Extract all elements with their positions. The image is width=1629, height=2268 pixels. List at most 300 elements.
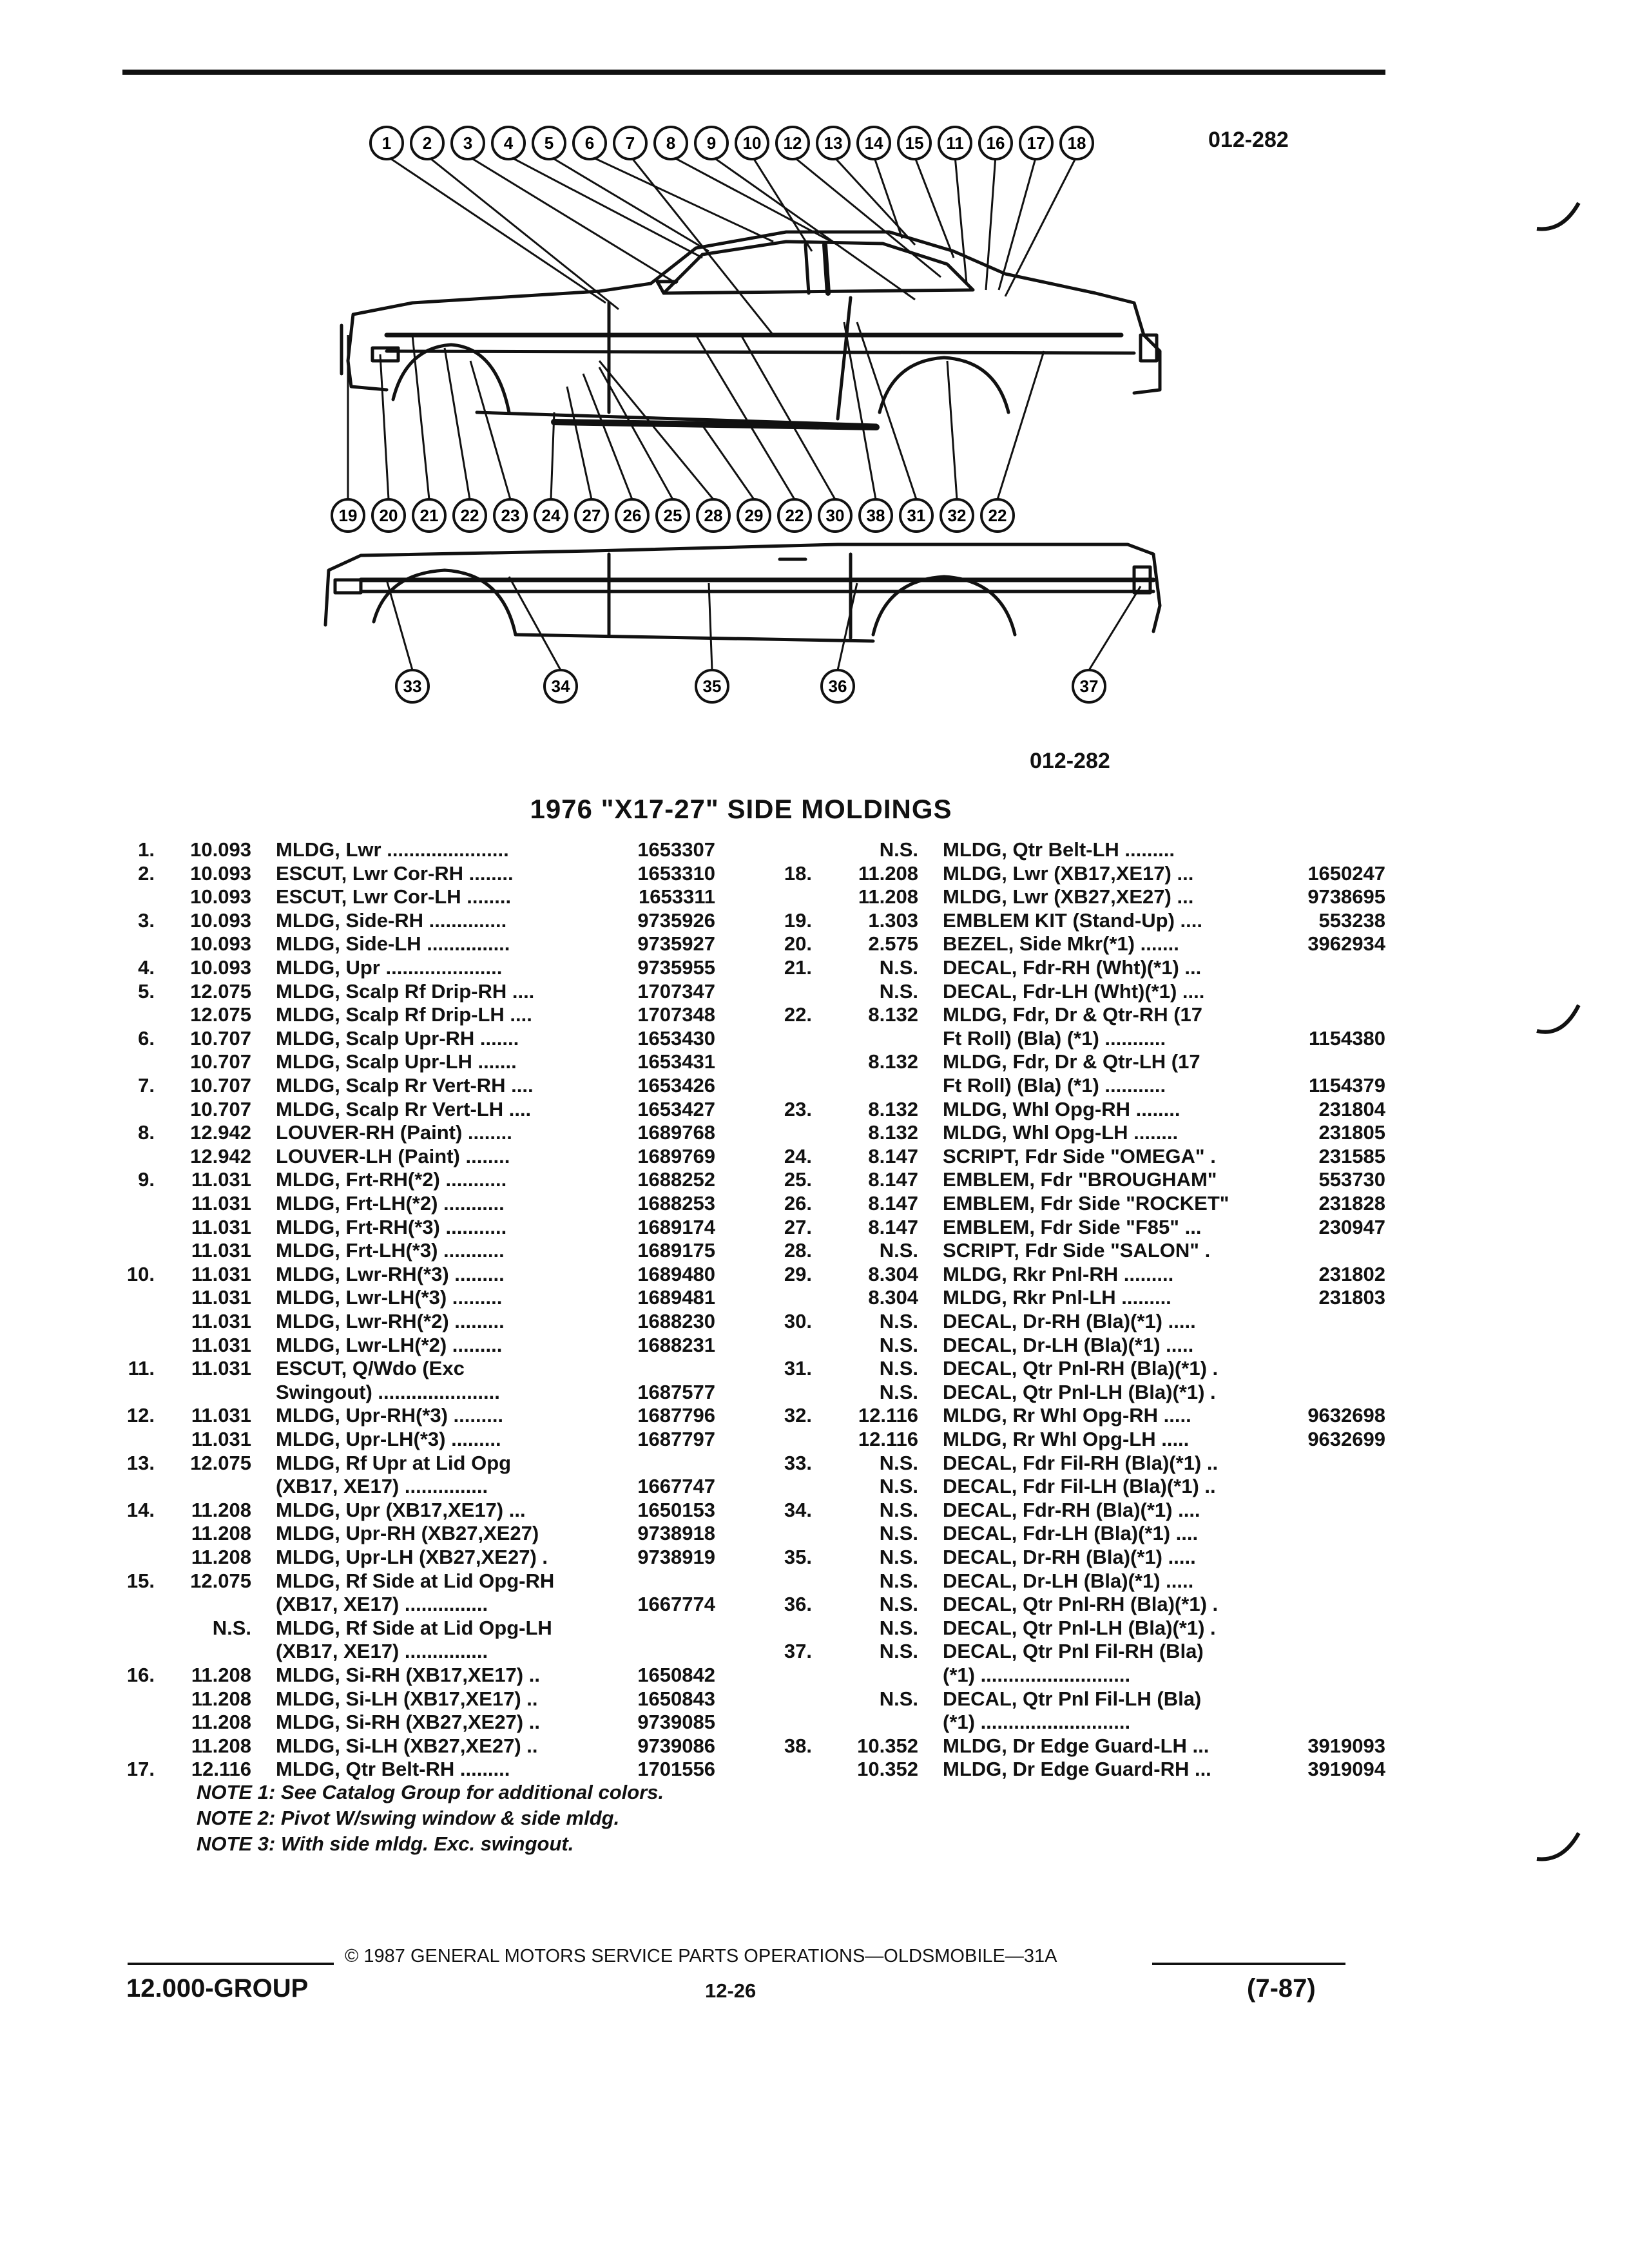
part-number: 9738695 bbox=[1307, 885, 1385, 908]
group-number: 8.132 bbox=[868, 1097, 918, 1120]
part-description: MLDG, Lwr (XB27,XE27) ... bbox=[943, 885, 1194, 908]
part-description: MLDG, Si-RH (XB17,XE17) .. bbox=[276, 1664, 540, 1686]
callout-label: 11 bbox=[946, 133, 964, 153]
part-number: 1653430 bbox=[637, 1026, 715, 1050]
part-description: MLDG, Upr-RH(*3) ......... bbox=[276, 1404, 504, 1427]
group-number: N.S. bbox=[212, 1616, 251, 1639]
part-description: ESCUT, Lwr Cor-RH ........ bbox=[276, 861, 514, 885]
item-number: 8. bbox=[138, 1121, 155, 1144]
callout-11 bbox=[939, 127, 971, 159]
group-number: 11.208 bbox=[191, 1687, 251, 1710]
item-number: 29. bbox=[784, 1262, 812, 1285]
part-row bbox=[0, 1403, 1629, 1427]
group-number: 10.093 bbox=[190, 908, 251, 932]
part-number: 3962934 bbox=[1307, 932, 1385, 956]
callout-label: 9 bbox=[706, 133, 717, 153]
part-description: MLDG, Frt-RH(*3) ........... bbox=[276, 1215, 507, 1238]
part-description: Ft Roll) (Bla) (*1) ........... bbox=[943, 1026, 1166, 1050]
part-description: DECAL, Dr-RH (Bla)(*1) ..... bbox=[943, 1546, 1196, 1568]
group-number: 10.707 bbox=[190, 1097, 251, 1120]
item-number: 31. bbox=[784, 1357, 812, 1380]
part-number: 1653311 bbox=[639, 885, 715, 908]
callout-1 bbox=[371, 127, 403, 159]
callout-label: 16 bbox=[986, 133, 1005, 153]
item-number: 1. bbox=[138, 838, 155, 861]
part-description: DECAL, Qtr Pnl Fil-LH (Bla) bbox=[943, 1687, 1202, 1710]
callout-37 bbox=[1073, 670, 1105, 702]
callout-label: 6 bbox=[584, 133, 595, 153]
group-number: 10.093 bbox=[190, 932, 251, 956]
item-number: 27. bbox=[784, 1215, 812, 1238]
part-description: DECAL, Dr-LH (Bla)(*1) ..... bbox=[943, 1333, 1194, 1356]
part-description: SCRIPT, Fdr Side "SALON" . bbox=[943, 1239, 1211, 1262]
group-number: 8.147 bbox=[868, 1144, 918, 1168]
part-row bbox=[0, 1616, 1629, 1640]
item-number: 22. bbox=[784, 1003, 812, 1026]
part-description: EMBLEM KIT (Stand-Up) .... bbox=[943, 908, 1202, 932]
part-number: 1687577 bbox=[637, 1380, 715, 1403]
group-number: N.S. bbox=[879, 1310, 918, 1332]
group-number: 8.304 bbox=[868, 1286, 918, 1309]
notes bbox=[197, 1780, 664, 1857]
group-number: 12.942 bbox=[190, 1144, 251, 1168]
item-number: 21. bbox=[784, 956, 812, 979]
group-number: 12.116 bbox=[191, 1758, 251, 1781]
part-number: 1688252 bbox=[637, 1168, 715, 1191]
callout-label: 10 bbox=[742, 133, 762, 153]
callout-10 bbox=[736, 127, 768, 159]
part-description: MLDG, Qtr Belt-LH ......... bbox=[943, 838, 1175, 861]
callout-35 bbox=[696, 670, 728, 702]
callout-22 bbox=[454, 499, 486, 532]
item-number: 7. bbox=[138, 1074, 155, 1097]
callout-label: 14 bbox=[864, 133, 883, 153]
part-number: 231803 bbox=[1318, 1286, 1385, 1309]
item-number: 20. bbox=[784, 932, 812, 956]
callout-label: 34 bbox=[551, 677, 570, 696]
bottom-callouts bbox=[332, 499, 1014, 532]
group-number: 11.031 bbox=[191, 1428, 251, 1450]
item-number: 26. bbox=[784, 1192, 812, 1215]
group-number: 11.208 bbox=[191, 1664, 251, 1686]
part-description: MLDG, Rkr Pnl-RH ......... bbox=[943, 1262, 1174, 1285]
part-description: MLDG, Upr ..................... bbox=[276, 956, 503, 979]
part-description: MLDG, Upr (XB17,XE17) ... bbox=[276, 1498, 526, 1521]
group-number: 11.208 bbox=[191, 1522, 251, 1545]
callout-label: 1 bbox=[381, 133, 392, 153]
part-number: 1653426 bbox=[637, 1074, 715, 1097]
callout-21 bbox=[413, 499, 445, 532]
group-number: 10.093 bbox=[190, 885, 251, 908]
part-row bbox=[0, 1262, 1629, 1286]
callout-label: 33 bbox=[403, 677, 422, 696]
callout-label: 27 bbox=[582, 506, 601, 525]
part-row bbox=[0, 1215, 1629, 1239]
part-description: DECAL, Qtr Pnl-LH (Bla)(*1) . bbox=[943, 1616, 1216, 1639]
part-number: 9739086 bbox=[637, 1734, 715, 1757]
part-number: 1650842 bbox=[637, 1664, 715, 1686]
scan-mark-1 bbox=[1534, 193, 1585, 245]
callout-label: 2 bbox=[422, 133, 432, 153]
part-number: 3919093 bbox=[1307, 1734, 1385, 1757]
item-number: 33. bbox=[784, 1451, 812, 1474]
callout-label: 38 bbox=[866, 506, 885, 525]
group-number: 10.093 bbox=[190, 861, 251, 885]
part-number: 1650843 bbox=[637, 1687, 715, 1710]
group-number: N.S. bbox=[879, 1239, 918, 1262]
part-description: LOUVER-LH (Paint) ........ bbox=[276, 1144, 510, 1168]
callout-13 bbox=[817, 127, 849, 159]
item-number: 13. bbox=[126, 1451, 155, 1474]
callout-label: 20 bbox=[379, 506, 398, 525]
part-row bbox=[0, 1569, 1629, 1593]
part-number: 1687797 bbox=[637, 1428, 715, 1450]
part-description: MLDG, Whl Opg-RH ........ bbox=[943, 1097, 1181, 1120]
item-number: 24. bbox=[784, 1144, 812, 1168]
part-description: MLDG, Fdr, Dr & Qtr-RH (17 bbox=[943, 1003, 1203, 1026]
footer-page-number: 12-26 bbox=[705, 1979, 757, 2002]
part-description: ESCUT, Lwr Cor-LH ........ bbox=[276, 885, 512, 908]
part-number: 9632699 bbox=[1307, 1428, 1385, 1450]
part-row bbox=[0, 1757, 1629, 1781]
part-description: LOUVER-RH (Paint) ........ bbox=[276, 1121, 512, 1144]
callout-8 bbox=[655, 127, 687, 159]
group-number: 12.116 bbox=[858, 1428, 918, 1450]
callout-label: 12 bbox=[783, 133, 802, 153]
upper-car-drawing bbox=[342, 232, 1160, 427]
item-number: 10. bbox=[126, 1262, 155, 1285]
part-row bbox=[0, 1734, 1629, 1758]
item-number: 17. bbox=[126, 1758, 155, 1781]
part-description: MLDG, Frt-LH(*2) ........... bbox=[276, 1192, 505, 1215]
group-number: 11.031 bbox=[191, 1192, 251, 1215]
callout-label: 7 bbox=[625, 133, 635, 153]
part-number: 231585 bbox=[1318, 1144, 1385, 1168]
lower-callouts bbox=[396, 670, 1105, 702]
part-number: 1689769 bbox=[637, 1144, 715, 1168]
group-number: 8.147 bbox=[868, 1168, 918, 1191]
callout-34 bbox=[545, 670, 577, 702]
part-number: 1688231 bbox=[637, 1333, 715, 1356]
part-number: 553730 bbox=[1318, 1168, 1385, 1191]
part-row bbox=[0, 1498, 1629, 1522]
item-number: 25. bbox=[784, 1168, 812, 1191]
callout-14 bbox=[858, 127, 890, 159]
group-number: N.S. bbox=[879, 838, 918, 861]
callout-label: 19 bbox=[338, 506, 358, 525]
part-description: MLDG, Si-LH (XB27,XE27) .. bbox=[276, 1734, 538, 1757]
part-number: 231804 bbox=[1318, 1097, 1385, 1120]
part-description: MLDG, Side-RH .............. bbox=[276, 908, 507, 932]
part-description: (*1) ........................... bbox=[943, 1711, 1131, 1734]
callout-label: 13 bbox=[824, 133, 843, 153]
part-description: DECAL, Dr-RH (Bla)(*1) ..... bbox=[943, 1310, 1196, 1332]
group-number: 8.132 bbox=[868, 1003, 918, 1026]
part-description: DECAL, Dr-LH (Bla)(*1) ..... bbox=[943, 1569, 1194, 1592]
part-description: DECAL, Qtr Pnl-RH (Bla)(*1) . bbox=[943, 1593, 1219, 1616]
part-number: 1701556 bbox=[637, 1758, 715, 1781]
part-number: 1689768 bbox=[637, 1121, 715, 1144]
part-row bbox=[0, 1356, 1629, 1380]
group-number: 8.147 bbox=[868, 1192, 918, 1215]
part-number: 1689480 bbox=[637, 1262, 715, 1285]
part-row bbox=[0, 1521, 1629, 1545]
callout-3 bbox=[452, 127, 484, 159]
callout-25 bbox=[657, 499, 689, 532]
part-number: 231828 bbox=[1318, 1192, 1385, 1215]
callout-label: 31 bbox=[907, 506, 926, 525]
part-number: 9739085 bbox=[637, 1711, 715, 1734]
part-description: SCRIPT, Fdr Side "OMEGA" . bbox=[943, 1144, 1216, 1168]
group-number: 12.116 bbox=[858, 1404, 918, 1427]
part-description: DECAL, Fdr-LH (Bla)(*1) .... bbox=[943, 1522, 1199, 1545]
part-number: 1707348 bbox=[637, 1003, 715, 1026]
callout-18 bbox=[1061, 127, 1093, 159]
part-description: MLDG, Upr-RH (XB27,XE27) bbox=[276, 1522, 539, 1545]
callout-6 bbox=[574, 127, 606, 159]
item-number: 30. bbox=[784, 1310, 812, 1332]
part-description: MLDG, Qtr Belt-RH ......... bbox=[276, 1758, 510, 1781]
part-row bbox=[0, 838, 1629, 861]
callout-label: 28 bbox=[704, 506, 723, 525]
footer-group: 12.000-GROUP bbox=[126, 1974, 309, 2003]
group-number: 10.093 bbox=[190, 838, 251, 861]
group-number: 11.031 bbox=[191, 1333, 251, 1356]
part-number: 9735927 bbox=[637, 932, 715, 956]
part-description: MLDG, Rr Whl Opg-RH ..... bbox=[943, 1404, 1191, 1427]
item-number: 9. bbox=[138, 1168, 155, 1191]
footer-rule-right bbox=[1152, 1963, 1345, 1965]
group-number: N.S. bbox=[879, 1333, 918, 1356]
part-description: MLDG, Lwr-LH(*3) ......... bbox=[276, 1286, 503, 1309]
part-description: DECAL, Fdr Fil-LH (Bla)(*1) .. bbox=[943, 1475, 1216, 1498]
part-description: (XB17, XE17) ............... bbox=[276, 1640, 488, 1663]
group-number: 10.707 bbox=[190, 1026, 251, 1050]
group-number: 12.075 bbox=[190, 1003, 251, 1026]
group-number: 10.093 bbox=[190, 956, 251, 979]
group-number: 8.304 bbox=[868, 1262, 918, 1285]
group-number: 2.575 bbox=[868, 932, 918, 956]
part-number: 231805 bbox=[1318, 1121, 1385, 1144]
part-description: DECAL, Qtr Pnl-RH (Bla)(*1) . bbox=[943, 1357, 1219, 1380]
part-row bbox=[0, 1380, 1629, 1404]
part-number: 1650153 bbox=[637, 1498, 715, 1521]
top-callouts bbox=[371, 127, 1093, 159]
part-row bbox=[0, 1120, 1629, 1144]
part-description: MLDG, Lwr-RH(*3) ......... bbox=[276, 1262, 505, 1285]
item-number: 32. bbox=[784, 1404, 812, 1427]
part-number: 553238 bbox=[1318, 908, 1385, 932]
callout-label: 3 bbox=[463, 133, 473, 153]
item-number: 2. bbox=[138, 861, 155, 885]
scan-mark-3 bbox=[1534, 1823, 1585, 1875]
item-number: 12. bbox=[126, 1404, 155, 1427]
part-number: 230947 bbox=[1318, 1215, 1385, 1238]
callout-label: 22 bbox=[460, 506, 479, 525]
part-description: DECAL, Fdr-LH (Wht)(*1) .... bbox=[943, 979, 1205, 1003]
callout-label: 36 bbox=[828, 677, 847, 696]
page-title: 1976 "X17-27" SIDE MOLDINGS bbox=[530, 794, 952, 824]
callout-label: 4 bbox=[503, 133, 514, 153]
part-number: 1653431 bbox=[637, 1050, 715, 1073]
note-3: NOTE 3: With side mldg. Exc. swingout. bbox=[197, 1832, 574, 1855]
part-description: MLDG, Rr Whl Opg-LH ..... bbox=[943, 1428, 1190, 1450]
part-description: DECAL, Fdr-RH (Bla)(*1) .... bbox=[943, 1498, 1200, 1521]
part-description: (*1) ........................... bbox=[943, 1664, 1131, 1686]
callout-label: 8 bbox=[666, 133, 676, 153]
group-number: 12.075 bbox=[190, 979, 251, 1003]
callout-22 bbox=[778, 499, 811, 532]
callout-31 bbox=[900, 499, 932, 532]
group-number: 12.942 bbox=[190, 1121, 251, 1144]
part-description: (XB17, XE17) ............... bbox=[276, 1475, 488, 1498]
part-description: (XB17, XE17) ............... bbox=[276, 1593, 488, 1616]
part-description: MLDG, Lwr (XB17,XE17) ... bbox=[943, 861, 1194, 885]
note-1: NOTE 1: See Catalog Group for additional colors. bbox=[197, 1781, 664, 1803]
group-number: N.S. bbox=[879, 1687, 918, 1710]
part-row bbox=[0, 1168, 1629, 1191]
callout-label: 32 bbox=[947, 506, 967, 525]
part-description: MLDG, Side-LH ............... bbox=[276, 932, 510, 956]
callout-26 bbox=[616, 499, 648, 532]
part-row bbox=[0, 1545, 1629, 1569]
part-number: 9735926 bbox=[637, 908, 715, 932]
callout-30 bbox=[819, 499, 851, 532]
group-number: N.S. bbox=[879, 1640, 918, 1663]
part-number: 231802 bbox=[1318, 1262, 1385, 1285]
callout-23 bbox=[494, 499, 526, 532]
callout-24 bbox=[535, 499, 567, 532]
part-number: 1687796 bbox=[637, 1404, 715, 1427]
callout-38 bbox=[860, 499, 892, 532]
part-description: EMBLEM, Fdr "BROUGHAM" bbox=[943, 1168, 1217, 1191]
footer-copyright: © 1987 GENERAL MOTORS SERVICE PARTS OPERATIONS—OLDSMOBILE—31A bbox=[345, 1946, 1057, 1966]
callout-29 bbox=[738, 499, 770, 532]
group-number: 11.208 bbox=[191, 1498, 251, 1521]
part-description: MLDG, Scalp Upr-RH ....... bbox=[276, 1026, 519, 1050]
part-number: 1154380 bbox=[1309, 1026, 1385, 1050]
callout-label: 25 bbox=[663, 506, 682, 525]
callout-label: 37 bbox=[1079, 677, 1099, 696]
callout-5 bbox=[533, 127, 565, 159]
callout-label: 18 bbox=[1067, 133, 1086, 153]
item-number: 38. bbox=[784, 1734, 812, 1757]
part-number: 9738918 bbox=[637, 1522, 715, 1545]
group-number: 10.707 bbox=[190, 1074, 251, 1097]
part-description: MLDG, Rf Side at Lid Opg-RH bbox=[276, 1569, 555, 1592]
part-row bbox=[0, 1050, 1629, 1073]
group-number: 11.031 bbox=[191, 1357, 251, 1380]
part-description: MLDG, Scalp Rr Vert-RH .... bbox=[276, 1074, 534, 1097]
part-row bbox=[0, 1427, 1629, 1451]
callout-36 bbox=[822, 670, 854, 702]
callout-label: 23 bbox=[501, 506, 520, 525]
callout-15 bbox=[898, 127, 930, 159]
group-number: 11.031 bbox=[191, 1404, 251, 1427]
group-number: 11.031 bbox=[191, 1262, 251, 1285]
group-number: 10.352 bbox=[857, 1734, 918, 1757]
group-number: 11.208 bbox=[191, 1711, 251, 1734]
callout-label: 30 bbox=[825, 506, 845, 525]
parts-illustration bbox=[0, 0, 1629, 760]
part-row bbox=[0, 1238, 1629, 1262]
item-number: 5. bbox=[138, 979, 155, 1003]
part-row bbox=[0, 979, 1629, 1003]
part-description: MLDG, Si-LH (XB17,XE17) .. bbox=[276, 1687, 538, 1710]
group-number: 11.208 bbox=[858, 861, 918, 885]
group-number: N.S. bbox=[879, 1522, 918, 1545]
item-number: 19. bbox=[784, 908, 812, 932]
callout-28 bbox=[697, 499, 729, 532]
part-description: Ft Roll) (Bla) (*1) ........... bbox=[943, 1074, 1166, 1097]
scan-mark-2 bbox=[1534, 999, 1585, 1050]
part-row bbox=[0, 1663, 1629, 1687]
group-number: 11.208 bbox=[191, 1546, 251, 1568]
part-row bbox=[0, 861, 1629, 885]
illustration-code-bottom: 012-282 bbox=[1030, 749, 1110, 773]
group-number: 8.147 bbox=[868, 1215, 918, 1238]
group-number: N.S. bbox=[879, 956, 918, 979]
part-description: EMBLEM, Fdr Side "F85" ... bbox=[943, 1215, 1202, 1238]
callout-27 bbox=[575, 499, 608, 532]
group-number: 12.075 bbox=[190, 1569, 251, 1592]
part-description: MLDG, Frt-RH(*2) ........... bbox=[276, 1168, 507, 1191]
item-number: 23. bbox=[784, 1097, 812, 1120]
part-description: BEZEL, Side Mkr(*1) ....... bbox=[943, 932, 1179, 956]
part-row bbox=[0, 1639, 1629, 1663]
callout-17 bbox=[1020, 127, 1052, 159]
item-number: 18. bbox=[784, 861, 812, 885]
callout-12 bbox=[776, 127, 809, 159]
part-description: DECAL, Fdr Fil-RH (Bla)(*1) .. bbox=[943, 1451, 1219, 1474]
part-description: MLDG, Upr-LH(*3) ......... bbox=[276, 1428, 501, 1450]
part-number: 1667747 bbox=[637, 1475, 715, 1498]
group-number: 11.031 bbox=[191, 1215, 251, 1238]
part-description: DECAL, Qtr Pnl Fil-RH (Bla) bbox=[943, 1640, 1204, 1663]
item-number: 6. bbox=[138, 1026, 155, 1050]
callout-label: 15 bbox=[905, 133, 924, 153]
part-description: MLDG, Scalp Rf Drip-RH .... bbox=[276, 979, 535, 1003]
group-number: 8.132 bbox=[868, 1121, 918, 1144]
part-row bbox=[0, 885, 1629, 908]
part-row bbox=[0, 1097, 1629, 1121]
callout-label: 22 bbox=[785, 506, 804, 525]
part-number: 1689175 bbox=[637, 1239, 715, 1262]
group-number: 11.031 bbox=[191, 1168, 251, 1191]
part-row bbox=[0, 1474, 1629, 1498]
callout-33 bbox=[396, 670, 429, 702]
part-number: 1689174 bbox=[637, 1215, 715, 1238]
part-number: 9632698 bbox=[1307, 1404, 1385, 1427]
part-description: DECAL, Qtr Pnl-LH (Bla)(*1) . bbox=[943, 1380, 1216, 1403]
part-row bbox=[0, 1191, 1629, 1215]
note-2: NOTE 2: Pivot W/swing window & side mldg. bbox=[197, 1807, 620, 1829]
part-number: 1650247 bbox=[1307, 861, 1385, 885]
callout-4 bbox=[492, 127, 525, 159]
callout-9 bbox=[695, 127, 728, 159]
group-number: N.S. bbox=[879, 1357, 918, 1380]
part-description: Swingout) ...................... bbox=[276, 1380, 500, 1403]
part-row bbox=[0, 1073, 1629, 1097]
callout-16 bbox=[979, 127, 1012, 159]
item-number: 14. bbox=[126, 1498, 155, 1521]
group-number: 11.208 bbox=[858, 885, 918, 908]
callout-22 bbox=[981, 499, 1014, 532]
part-number: 9738919 bbox=[637, 1546, 715, 1568]
group-number: N.S. bbox=[879, 1498, 918, 1521]
group-number: N.S. bbox=[879, 1546, 918, 1568]
part-number: 1667774 bbox=[637, 1593, 715, 1616]
